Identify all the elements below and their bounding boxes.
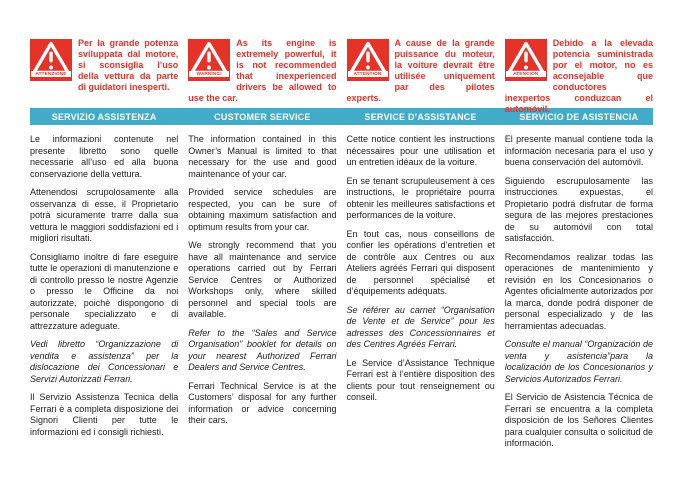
- warning-text: Debido a la elevada potencia suministrada por el motor, no es aconsejable que conductores inexpertos conduzcan el automóvil.: [504, 38, 653, 114]
- paragraph: The information contained in this Owner’s Manual is limited to that necessary for the use and good maintenance of your car.: [188, 134, 337, 179]
- paragraph-italic: Consulte el manual “Organización de venta y asistencia”para la localización de los Concesionarios y Servicios Autorizados Ferrari.: [504, 339, 653, 384]
- warning-triangle-icon: [347, 39, 389, 81]
- paragraph: We strongly recommend that you have all maintenance and service operations carried out by Ferrari Service Centres or Authorized Workshops only, where skilled personnel and special tools are available.: [188, 240, 337, 319]
- paragraph: Il Servizio Assistenza Tecnica della Ferrari è a completa disposizione dei Signori Clienti per tutte le informazioni ed i consigli richiesti.: [30, 392, 179, 437]
- paragraph: Consigliamo inoltre di fare eseguire tutte le operazioni di manutenzione e di controllo presso le nostre Agenzie o presso le Officine da noi autorizzate, poichè dispongono di personale specializzato e di attrezzature adeguate.: [30, 251, 179, 331]
- section-title-italian: SERVIZIO ASSISTENZA: [51, 111, 157, 122]
- paragraph: Le informazioni contenute nel presente libretto sono quelle necessarie all’uso ed alla buona conservazione della vettura.: [30, 134, 179, 179]
- paragraph: Siguiendo escrupulosamente las instrucciones expuestas, el Propietario podrá disfrutar de forma segura de las mejores prestaciones de su automóvil con total satisfacción.: [504, 175, 653, 243]
- paragraph: En se tenant scrupuleusement à ces instructions, le propriétaire pourra obtenir les meilleures satisfactions et performances de la voiture.: [346, 175, 495, 220]
- warning-box-french: [347, 38, 495, 115]
- paragraph: Le Service d’Assistance Technique Ferrari est à l’entière disposition des clients pour tout renseignement ou conseil.: [346, 357, 495, 402]
- paragraph: El Servicio de Asistencia Técnica de Ferrari se encuentra a la completa disposición de los Señores Clientes para cualquier consulta o solicitud de información.: [504, 392, 653, 448]
- warning-icon-caption: ATTENTION: [348, 71, 388, 78]
- warning-triangle-icon: [188, 39, 230, 81]
- section-title-french: SERVICE D’ASSISTANCE: [364, 111, 477, 122]
- paragraph: En tout cas, nous conseillons de confier les opérations d’entretien et de contrôle aux Centres ou aux Ateliers agréés Ferrari qui disposent de personnel spécialisé et d’équipements adéquats.: [346, 228, 495, 296]
- warning-icon-caption: WARNING!: [189, 71, 229, 78]
- paragraph: Ferrari Technical Service is at the Customers’ disposal for any further information or advice concerning their cars.: [188, 380, 337, 425]
- paragraph: Cette notice contient les instructions nécessaires pour une utilisation et un entretien idéaux de la voiture.: [346, 134, 495, 167]
- paragraph: Attenendosi scrupolosamente alla osservanza di esse, il Proprietario potrà sicuramente trarre dalla sua vettura le maggiori soddisfazioni ed i migliori risultati.: [30, 187, 179, 243]
- warning-icon-caption: ATTENZIONE: [31, 71, 71, 78]
- warning-triangle-icon: [30, 39, 72, 81]
- paragraph-italic: Vedi libretto “Organizzazione di vendita e assistenza” per la dislocazione dei Concessionari e Servizi Autorizzati Ferrari.: [30, 339, 179, 384]
- warning-text: A cause de la grande puissance du moteur, la voiture devrait être utilisée uniquement par des pilotes experts.: [346, 38, 495, 103]
- body-columns: [30, 134, 653, 457]
- paragraph: El presente manual contiene toda la información necesaria para el uso y buena conservación del automóvil.: [504, 134, 653, 167]
- warning-text: As its engine is extremely powerful, it is not recommended that inexperienced drivers be allowed to use the car.: [188, 38, 337, 103]
- paragraph: Provided service schedules are respected, you can be sure of obtaining maximum satisfaction and optimum results from your car.: [188, 187, 337, 232]
- paragraph-italic: Refer to the “Sales and Service Organisation” booklet for details on your nearest Authorized Ferrari Dealers and Service Centres.: [188, 327, 337, 372]
- column-english: [188, 134, 336, 457]
- warnings-row: [30, 38, 653, 114]
- column-french: [347, 134, 495, 457]
- warning-triangle-icon: [505, 39, 547, 81]
- column-italian: [30, 134, 178, 457]
- section-title-english: CUSTOMER SERVICE: [214, 111, 311, 122]
- warning-box-italian: [30, 38, 178, 115]
- warning-text: Per la grande potenza sviluppata dal motore, si sconsiglia l’uso della vettura da parte di guidatori inesperti.: [78, 38, 179, 92]
- section-title-spanish: SERVICIO DE ASISTENCIA: [519, 111, 639, 122]
- paragraph-italic: Se référer au carnet “Organisation de Vente et de Service” pour les adresses des Concessionnaires et des Centres Agréés Ferrari.: [346, 304, 495, 349]
- warning-icon-caption: ATENCIÓN: [506, 71, 546, 78]
- paragraph: Recomendamos realizar todas las operaciones de mantenimiento y revisión en los Concesionarios o Agentes oficialmente autorizados por la marca, donde podrá disponer de personal especializado y de las herramientas adecuadas.: [504, 251, 653, 331]
- column-spanish: [505, 134, 653, 457]
- warning-box-spanish: [505, 38, 653, 115]
- section-header-bar: [30, 108, 653, 125]
- warning-box-english: [188, 38, 336, 115]
